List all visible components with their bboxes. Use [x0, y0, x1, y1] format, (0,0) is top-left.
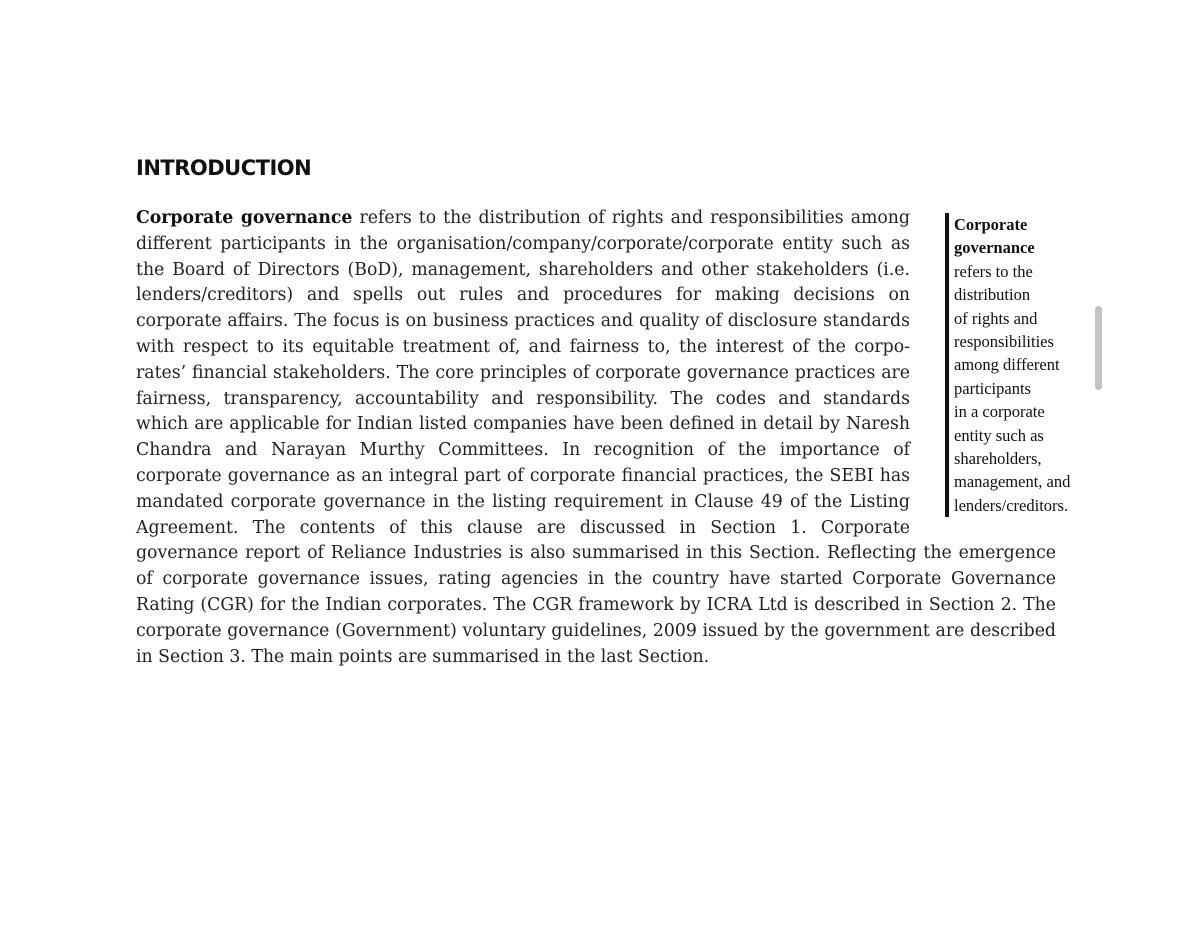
introduction-paragraph: [136, 206, 1056, 670]
margin-note-line: in a corporate: [954, 402, 1045, 422]
margin-note-line: responsibilities: [954, 332, 1054, 352]
margin-note-term-line: governance: [954, 238, 1035, 258]
margin-note-line: participants: [954, 378, 1031, 398]
margin-note: [945, 213, 1104, 517]
margin-note-line: entity such as: [954, 425, 1044, 445]
margin-note-line: shareholders,: [954, 449, 1042, 469]
scrollbar-thumb[interactable]: [1095, 306, 1102, 390]
margin-note-line: among different: [954, 355, 1060, 375]
margin-note-line: lenders/creditors.: [954, 495, 1069, 515]
margin-note-term-line: Corporate: [954, 215, 1028, 234]
margin-note-line: distribution: [954, 285, 1031, 305]
margin-note-line: of rights and: [954, 308, 1038, 328]
section-heading: INTRODUCTION: [136, 156, 312, 180]
margin-note-line: management, and: [954, 472, 1071, 492]
margin-note-line: refers to the: [954, 261, 1033, 281]
paragraph-text: refers to the distribution of rights and responsibilities among different participants in the organisation/company/corporate/corporate entity such as the Board of Directors (BoD), management, shareholders and other stakeholders (i.e. lenders/creditors) and spells out rules and procedures for making decisions on corporate affairs. The focus is on business practices and quality of disclosure standards with respect to its equitable treatment of, and fairness to, the interest of the corporates’ financial stakeholders. The core principles of corporate governance practices are fairness, transparency, accountability and responsibility. The codes and standards which are applicable for Indian listed companies have been defined in detail by Naresh Chandra and Narayan Murthy Committees. In recognition of the importance of corporate governance as an integral part of corporate financial practices, the SEBI has mandated corporate governance in the listing requirement in Clause 49 of the Listing Agreement. The contents of this clause are discussed in Section 1. Corporate governance report of Reliance Industries is also summarised in this Section. Reflecting the emergence of corporate governance issues, rating agencies in the country have started Corporate Governance Rating (CGR) for the Indian corporates. The CGR framework by ICRA Ltd is described in Section 2. The corporate governance (Government) voluntary guidelines, 2009 issued by the government are described in Section 3. The main points are summarised in the last Section.: [136, 208, 1056, 667]
key-term: Corporate governance: [136, 208, 353, 228]
